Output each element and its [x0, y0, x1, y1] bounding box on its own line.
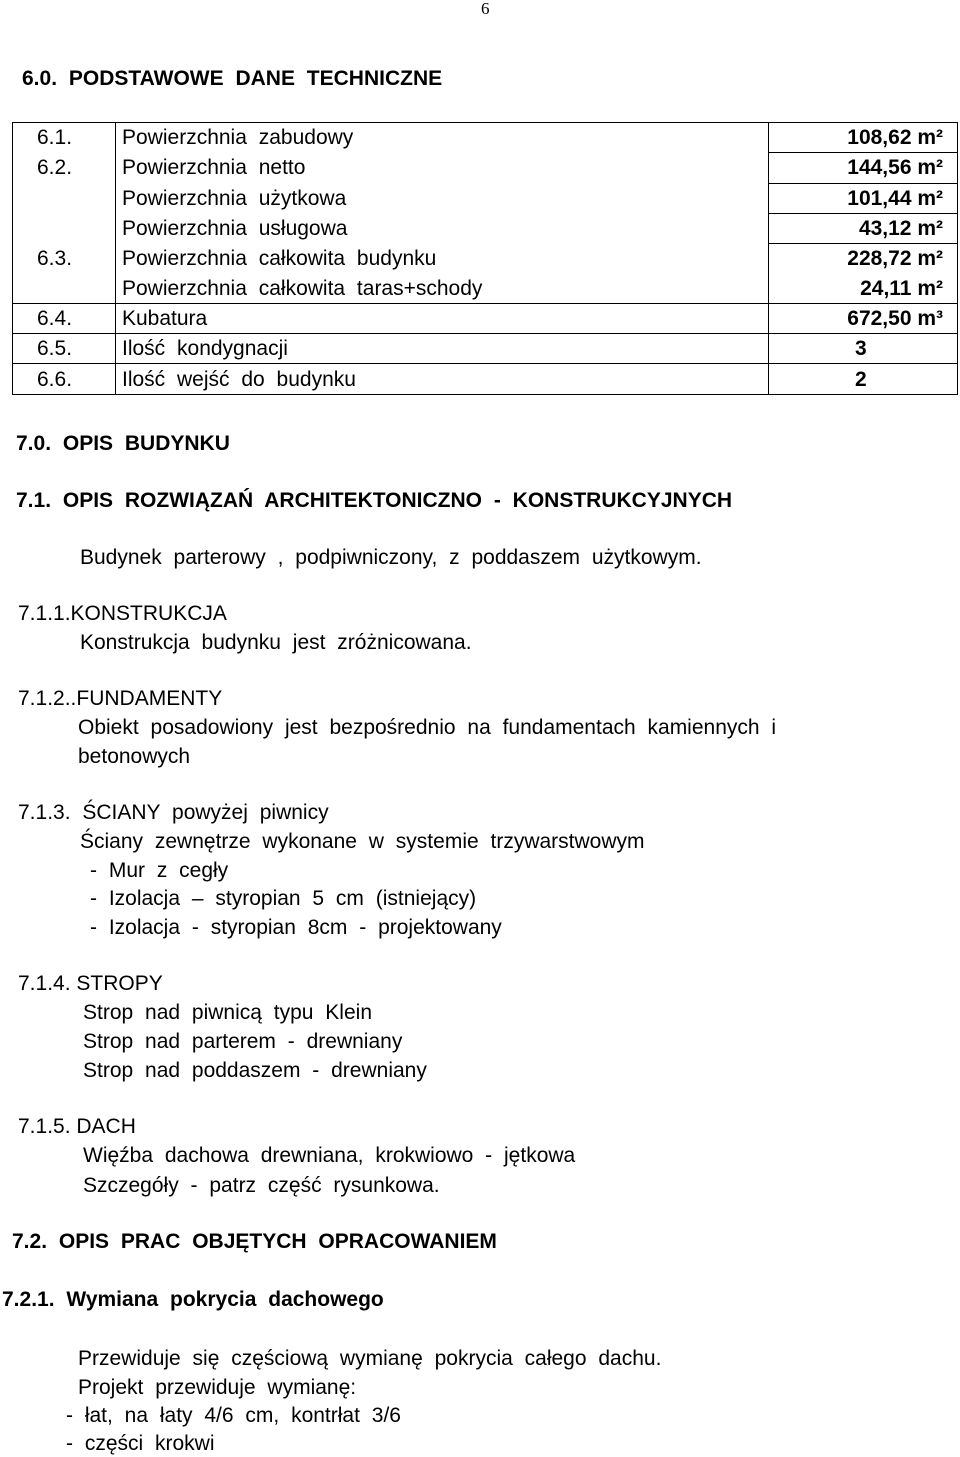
table-row: [13, 303, 958, 333]
row-value: 43,12 m²: [769, 213, 958, 243]
sciany-item: - Mur z cegły: [90, 859, 229, 882]
wymiana-line-2: Projekt przewiduje wymianę:: [78, 1376, 357, 1399]
sciany-item: - Izolacja - styropian 8cm - projektowany: [90, 916, 502, 939]
row-label: Ilość kondygnacji: [116, 334, 769, 364]
fundamenty-line-1: Obiekt posadowiony jest bezpośrednio na fundamentach kamiennych i: [78, 716, 777, 739]
technical-data-table: [12, 122, 958, 395]
fundamenty-line-2: betonowych: [78, 745, 191, 768]
wymiana-heading: 7.2.1. Wymiana pokrycia dachowego: [2, 1288, 384, 1311]
wymiana-item: - części krokwi: [66, 1432, 215, 1455]
row-number: [13, 213, 116, 243]
sciany-item: - Izolacja – styropian 5 cm (istniejący): [90, 887, 477, 910]
sciany-heading: 7.1.3. ŚCIANY powyżej piwnicy: [18, 801, 329, 824]
row-label: Ilość wejść do budynku: [116, 364, 769, 394]
row-value: 228,72 m²: [769, 244, 958, 274]
row-value: 144,56 m²: [769, 153, 958, 183]
row-number: 6.4.: [13, 303, 116, 333]
row-label: Powierzchnia całkowita taras+schody: [116, 273, 769, 303]
table-row: [13, 273, 958, 303]
row-value: 3: [769, 334, 958, 364]
table-row: [13, 364, 958, 394]
sciany-line-1: Ściany zewnętrze wykonane w systemie trzywarstwowym: [80, 830, 645, 853]
row-number: [13, 183, 116, 213]
section-7-2-heading: 7.2. OPIS PRAC OBJĘTYCH OPRACOWANIEM: [12, 1230, 497, 1253]
stropy-line: Strop nad piwnicą typu Klein: [83, 1001, 372, 1024]
row-label: Powierzchnia usługowa: [116, 213, 769, 243]
konstrukcja-heading: 7.1.1.KONSTRUKCJA: [18, 602, 227, 625]
wymiana-item: - łat, na łaty 4/6 cm, kontrłat 3/6: [66, 1404, 401, 1427]
section-7-1-intro: Budynek parterowy , podpiwniczony, z poddaszem użytkowym.: [80, 546, 702, 569]
table-row: [13, 334, 958, 364]
row-label: Powierzchnia użytkowa: [116, 183, 769, 213]
dach-line: Więźba dachowa drewniana, krokwiowo - jętkowa: [83, 1144, 576, 1167]
table-row: [13, 153, 958, 183]
row-label: Powierzchnia zabudowy: [116, 123, 769, 153]
stropy-line: Strop nad poddaszem - drewniany: [83, 1059, 427, 1082]
stropy-heading: 7.1.4. STROPY: [18, 972, 163, 995]
fundamenty-heading: 7.1.2..FUNDAMENTY: [18, 687, 223, 710]
row-label: Powierzchnia netto: [116, 153, 769, 183]
row-number: 6.3.: [13, 244, 116, 274]
row-value: 24,11 m²: [769, 273, 958, 303]
dach-line: Szczegóły - patrz część rysunkowa.: [83, 1174, 440, 1197]
section-7-1-heading: 7.1. OPIS ROZWIĄZAŃ ARCHITEKTONICZNO - KONSTRUKCYJNYCH: [16, 489, 733, 512]
page-number: 6: [481, 0, 490, 18]
row-number: 6.5.: [13, 334, 116, 364]
row-value: 101,44 m²: [769, 183, 958, 213]
row-number: [13, 273, 116, 303]
table-row: [13, 123, 958, 153]
row-number: 6.2.: [13, 153, 116, 183]
wymiana-line-1: Przewiduje się częściową wymianę pokrycia całego dachu.: [78, 1347, 662, 1370]
dach-heading: 7.1.5. DACH: [18, 1115, 136, 1138]
row-value: 672,50 m³: [769, 303, 958, 333]
row-number: 6.1.: [13, 123, 116, 153]
table-row: [13, 213, 958, 243]
row-value: 2: [769, 364, 958, 394]
section-6-heading: 6.0. PODSTAWOWE DANE TECHNICZNE: [22, 67, 443, 90]
table-row: [13, 244, 958, 274]
konstrukcja-text: Konstrukcja budynku jest zróżnicowana.: [80, 631, 472, 654]
row-value: 108,62 m²: [769, 123, 958, 153]
row-number: 6.6.: [13, 364, 116, 394]
stropy-line: Strop nad parterem - drewniany: [83, 1030, 403, 1053]
row-label: Powierzchnia całkowita budynku: [116, 244, 769, 274]
row-label: Kubatura: [116, 303, 769, 333]
section-7-heading: 7.0. OPIS BUDYNKU: [16, 432, 230, 455]
table-row: [13, 183, 958, 213]
